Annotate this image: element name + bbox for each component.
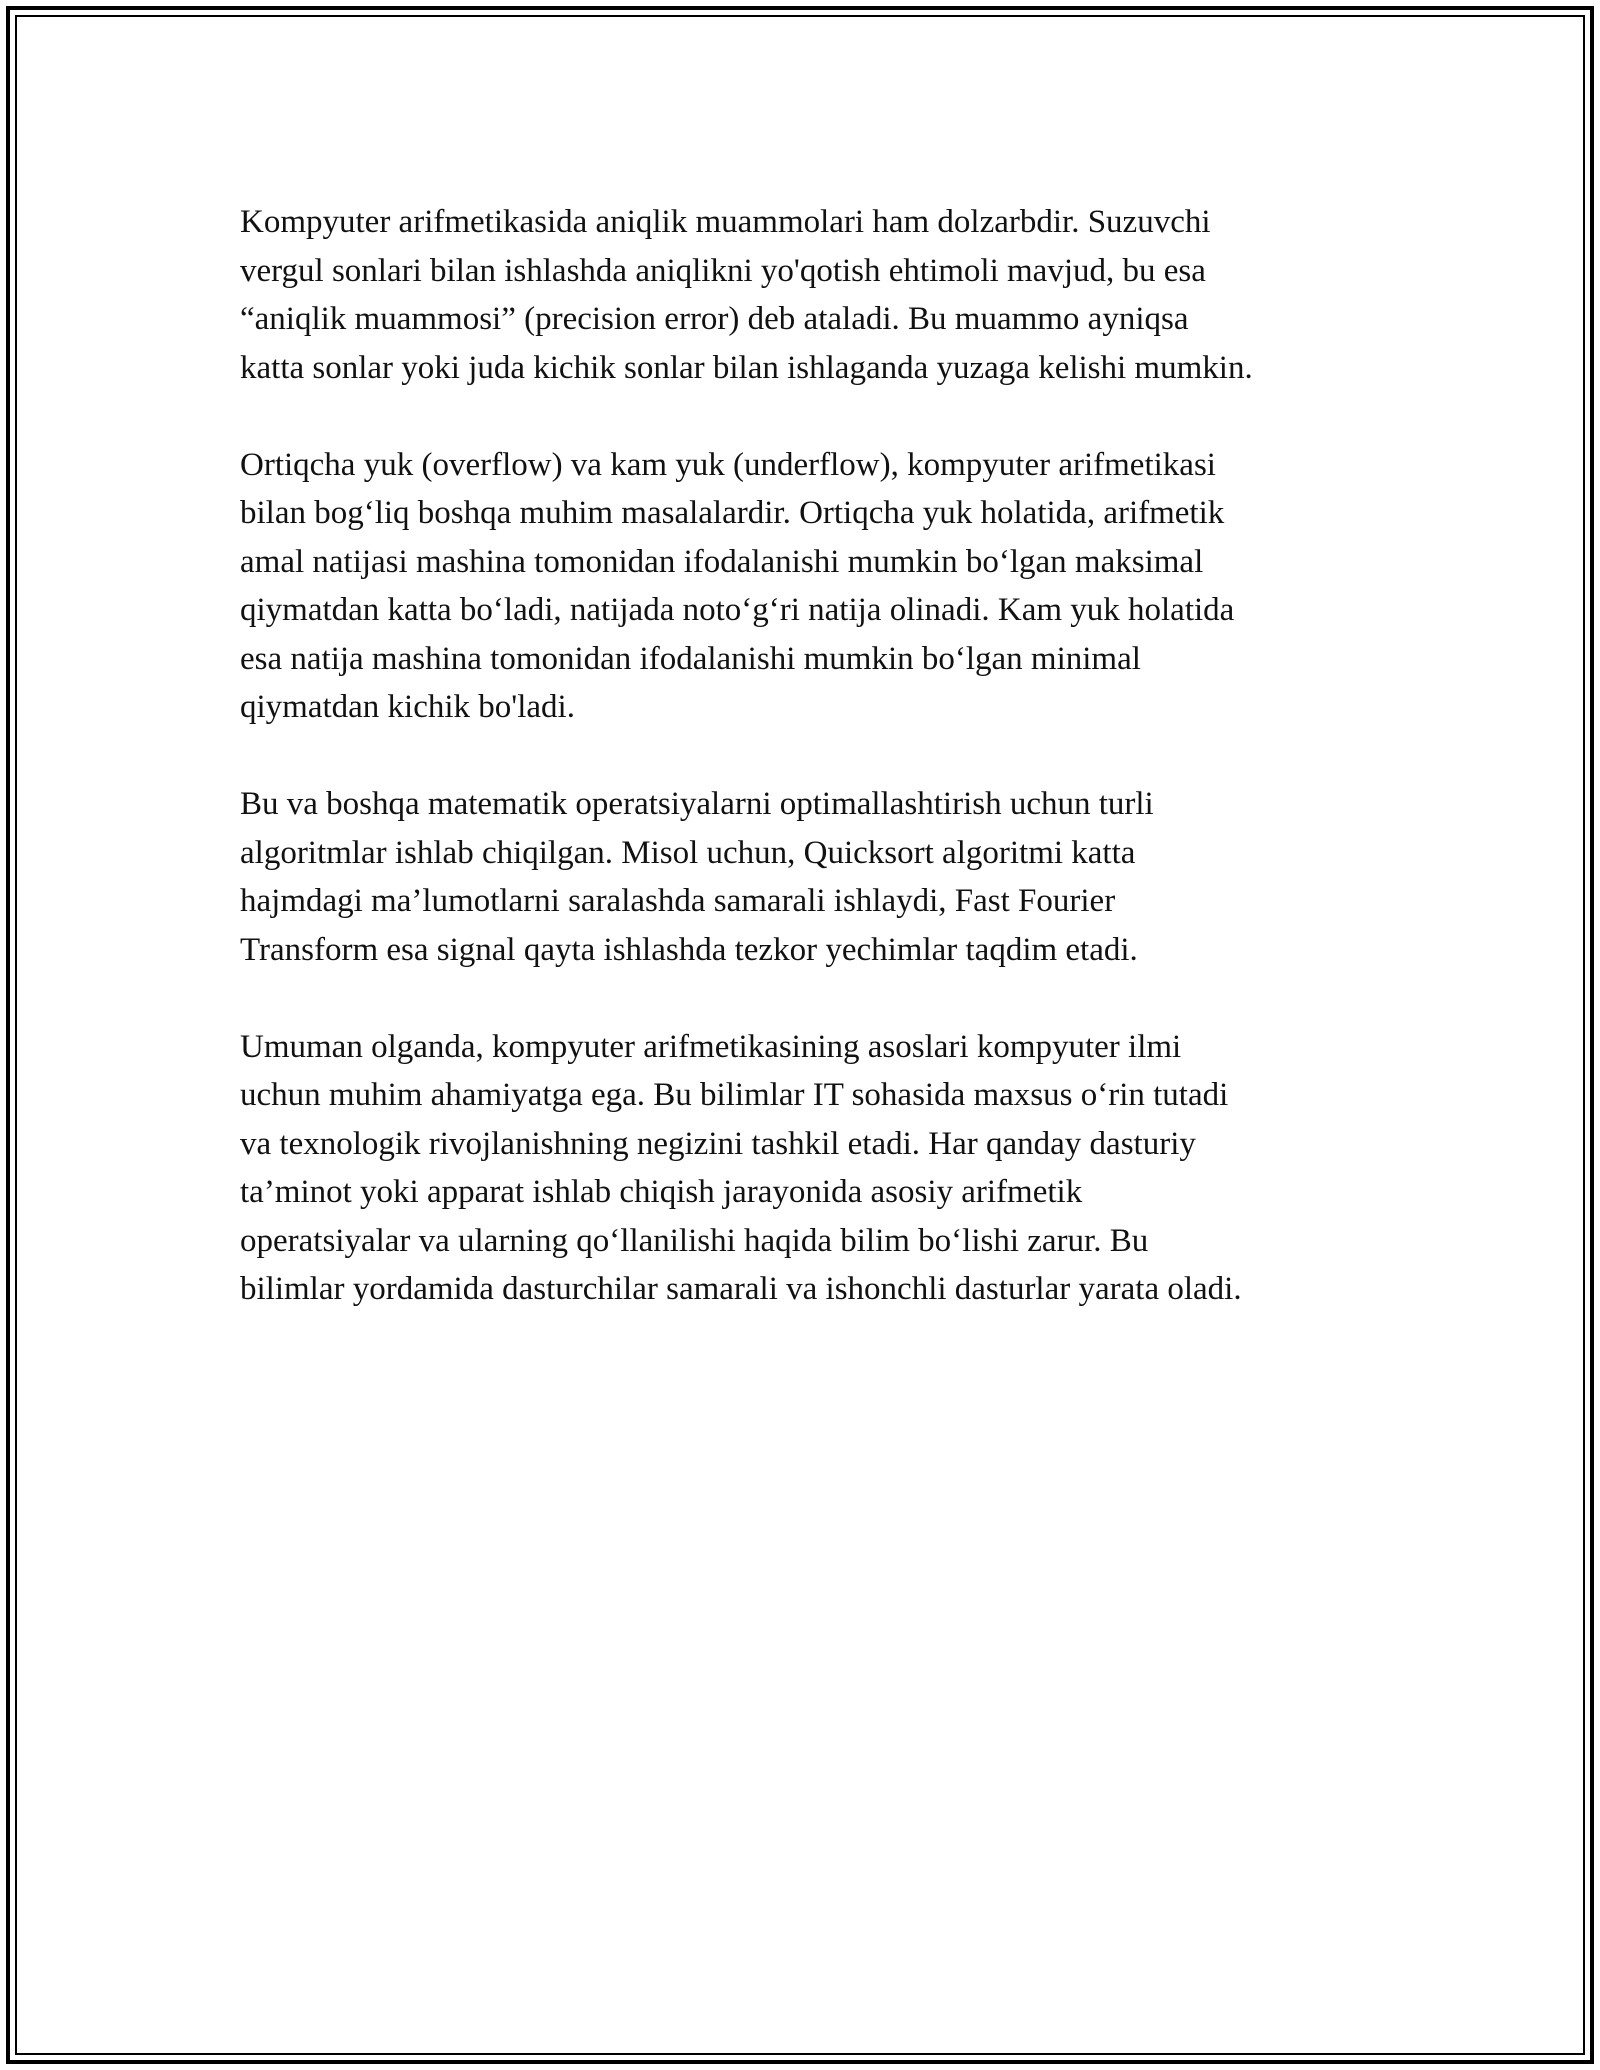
page-border (6, 6, 1594, 2064)
text-line: algoritmlar ishlab chiqilgan. Misol uchun, Quicksort algoritmi katta (240, 834, 1136, 871)
text-line: ta’minot yoki apparat ishlab chiqish jarayonida asosiy arifmetik (240, 1174, 1083, 1210)
text-line: “aniqlik muammosi” (precision error) deb ataladi. Bu muammo ayniqsa (240, 301, 1189, 337)
text-line: Bu va boshqa matematik operatsiyalarni optimallashtirish uchun turli (240, 786, 1154, 822)
paragraph-4 (240, 1023, 1400, 1314)
text-line: vergul sonlari bilan ishlashda aniqlikni yo'qotish ehtimoli mavjud, bu esa (240, 252, 1206, 289)
text-line: qiymatdan kichik bo'ladi. (240, 689, 575, 725)
text-line: bilan bog‘liq boshqa muhim masalalardir. Ortiqcha yuk holatida, arifmetik (240, 495, 1225, 531)
text-line: bilimlar yordamida dasturchilar samarali va ishonchli dasturlar yarata oladi. (240, 1271, 1242, 1307)
text-line: Transform esa signal qayta ishlashda tezkor yechimlar taqdim etadi. (240, 931, 1138, 968)
text-line: Ortiqcha yuk (overflow) va kam yuk (underflow), kompyuter arifmetikasi (240, 446, 1216, 483)
text-line: Kompyuter arifmetikasida aniqlik muammolari ham dolzarbdir. Suzuvchi (240, 204, 1211, 240)
text-line: va texnologik rivojlanishning negizini tashkil etadi. Har qanday dasturiy (240, 1125, 1196, 1162)
text-line: esa natija mashina tomonidan ifodalanishi mumkin bo‘lgan minimal (240, 640, 1141, 677)
text-line: uchun muhim ahamiyatga ega. Bu bilimlar IT sohasida maxsus o‘rin tutadi (240, 1077, 1229, 1113)
paragraph-3 (240, 780, 1400, 974)
text-line: Umuman olganda, kompyuter arifmetikasining asoslari kompyuter ilmi (240, 1028, 1182, 1065)
text-line: hajmdagi ma’lumotlarni saralashda samarali ishlaydi, Fast Fourier (240, 883, 1116, 919)
text-line: operatsiyalar va ularning qo‘llanilishi haqida bilim bo‘lishi zarur. Bu (240, 1222, 1149, 1259)
text-line: qiymatdan katta bo‘ladi, natijada noto‘g‘ri natija olinadi. Kam yuk holatida (240, 592, 1235, 628)
text-line: amal natijasi mashina tomonidan ifodalanishi mumkin bo‘lgan maksimal (240, 543, 1204, 580)
paragraph-1 (240, 198, 1400, 392)
text-line: katta sonlar yoki juda kichik sonlar bilan ishlaganda yuzaga kelishi mumkin. (240, 349, 1253, 386)
document-body (240, 198, 1400, 1362)
paragraph-2 (240, 441, 1400, 732)
